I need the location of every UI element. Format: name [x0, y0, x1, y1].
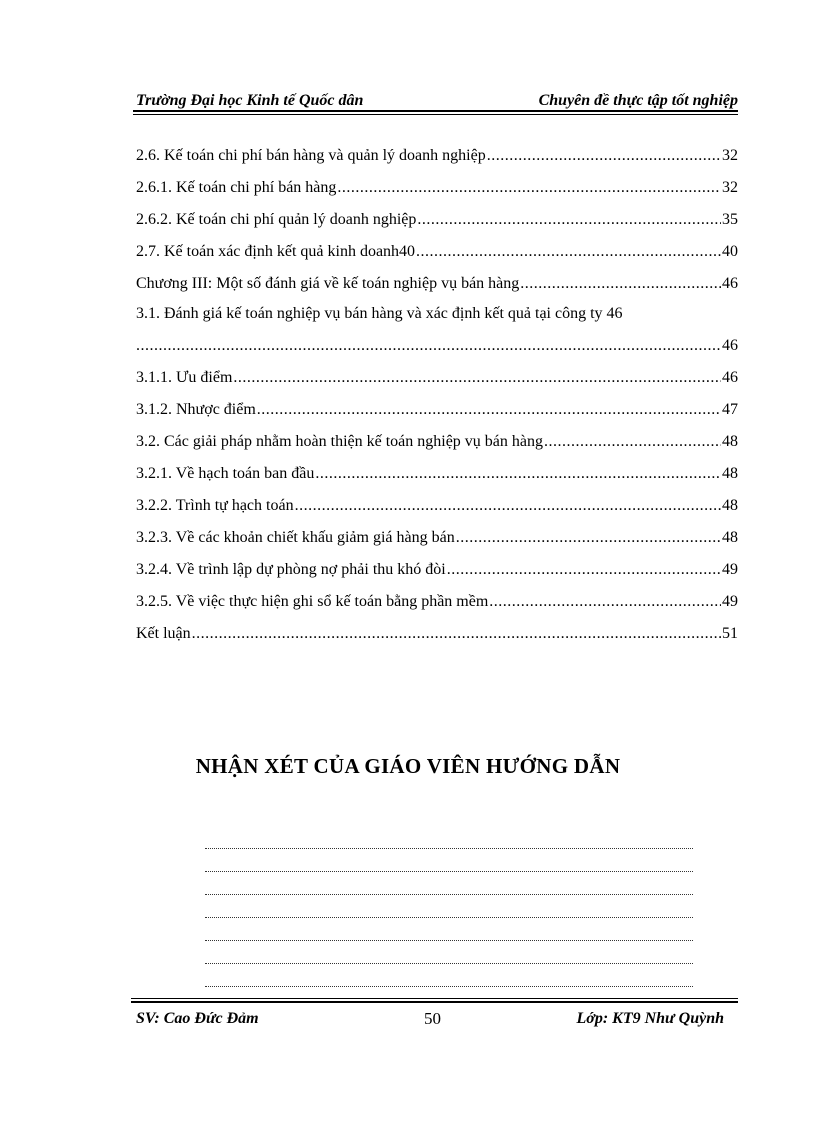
toc-entry-page: 48 [722, 433, 738, 450]
page-footer [131, 998, 738, 1038]
toc-leader [192, 624, 721, 644]
toc-entry-title: 3.1.1. Ưu điểm [136, 369, 233, 386]
toc-entry-page: 35 [722, 211, 738, 228]
toc-entry-continuation [136, 324, 738, 356]
toc-entry-title: 3.2. Các giải pháp nhằm hoàn thiện kế toán nghiệp vụ bán hàng [136, 433, 544, 450]
toc-leader [520, 274, 721, 294]
toc-entry [136, 516, 738, 548]
toc-entry [136, 580, 738, 612]
toc-entry-title: 3.2.1. Về hạch toán ban đầu [136, 465, 315, 482]
toc-leader [447, 560, 721, 580]
header-rule [133, 110, 738, 112]
toc-entry-title: 3.2.2. Trình tự hạch toán [136, 497, 294, 514]
review-comment-line [205, 826, 693, 849]
toc-leader [233, 368, 721, 388]
toc-entry [136, 356, 738, 388]
toc-entry-title: 2.6.1. Kế toán chi phí bán hàng [136, 179, 337, 196]
toc-entry-title: 3.2.3. Về các khoản chiết khấu giảm giá hàng bán [136, 529, 455, 546]
toc-entry-page: 48 [722, 465, 738, 482]
toc-entry-title: Kết luận [136, 625, 191, 642]
header-school: Trường Đại học Kinh tế Quốc dân [136, 92, 364, 109]
footer-rule-thin [131, 998, 738, 999]
toc-entry [136, 166, 738, 198]
review-comment-line [205, 964, 693, 987]
toc-leader [136, 336, 721, 356]
toc-entry-page: 46 [722, 369, 738, 386]
toc-entry [136, 452, 738, 484]
toc-leader [489, 592, 721, 612]
toc-entry-page: 32 [722, 147, 738, 164]
toc-entry-page: 51 [722, 625, 738, 642]
toc-leader [456, 528, 721, 548]
page-number: 50 [424, 1009, 441, 1028]
toc-entry-page: 46 [722, 275, 738, 292]
review-comment-line [205, 918, 693, 941]
footer-student: SV: Cao Đức Đảm [136, 1010, 259, 1027]
toc-entry-title: 3.2.4. Về trình lập dự phòng nợ phải thu khó đòi [136, 561, 446, 578]
toc-entry [136, 134, 738, 166]
toc-leader [257, 400, 721, 420]
review-comment-line [205, 895, 693, 918]
toc-entry-title: Chương III: Một số đánh giá về kế toán nghiệp vụ bán hàng [136, 275, 520, 292]
toc-entry [136, 198, 738, 230]
toc-entry-page: 49 [722, 593, 738, 610]
table-of-contents [136, 134, 738, 644]
toc-entry-title: 2.6. Kế toán chi phí bán hàng và quản lý doanh nghiệp [136, 147, 486, 164]
toc-leader [315, 464, 721, 484]
toc-leader [295, 496, 721, 516]
toc-entry [136, 484, 738, 516]
toc-entry-page: 40 [722, 243, 738, 260]
footer-rule [131, 1001, 738, 1003]
toc-entry-title: 2.7. Kế toán xác định kết quả kinh doanh40 [136, 243, 416, 260]
toc-entry-title: 2.6.2. Kế toán chi phí quản lý doanh nghiệp [136, 211, 417, 228]
toc-leader [487, 146, 721, 166]
toc-entry [136, 548, 738, 580]
toc-entry-title: 3.2.5. Về việc thực hiện ghi sổ kế toán bằng phần mềm [136, 593, 489, 610]
toc-leader [337, 178, 721, 198]
header-rule-thin [133, 114, 738, 115]
footer-class: Lớp: KT9 Như Quỳnh [576, 1010, 724, 1027]
toc-entry [136, 388, 738, 420]
toc-entry [136, 612, 738, 644]
toc-entry-page: 32 [722, 179, 738, 196]
toc-entry-wrapped [136, 294, 738, 324]
review-section-title: NHẬN XÉT CỦA GIÁO VIÊN HƯỚNG DẪN [195, 754, 621, 778]
toc-entry-page: 48 [722, 529, 738, 546]
header-report-type: Chuyên đề thực tập tốt nghiệp [538, 92, 738, 109]
toc-entry [136, 230, 738, 262]
toc-entry-page: 49 [722, 561, 738, 578]
review-comment-line [205, 849, 693, 872]
toc-leader [416, 242, 721, 262]
toc-leader [417, 210, 721, 230]
toc-entry [136, 420, 738, 452]
review-comment-line [205, 872, 693, 895]
toc-entry-page: 47 [722, 401, 738, 418]
review-comment-area [205, 826, 693, 987]
toc-entry-title: 3.1.2. Nhược điểm [136, 401, 256, 418]
toc-leader [544, 432, 721, 452]
toc-entry-page: 48 [722, 497, 738, 514]
toc-entry-page: 46 [722, 337, 738, 354]
toc-entry-title: 3.1. Đánh giá kế toán nghiệp vụ bán hàng và xác định kết quả tại công ty 46 [136, 305, 623, 322]
page-header [133, 88, 738, 114]
toc-entry [136, 262, 738, 294]
review-comment-line [205, 941, 693, 964]
